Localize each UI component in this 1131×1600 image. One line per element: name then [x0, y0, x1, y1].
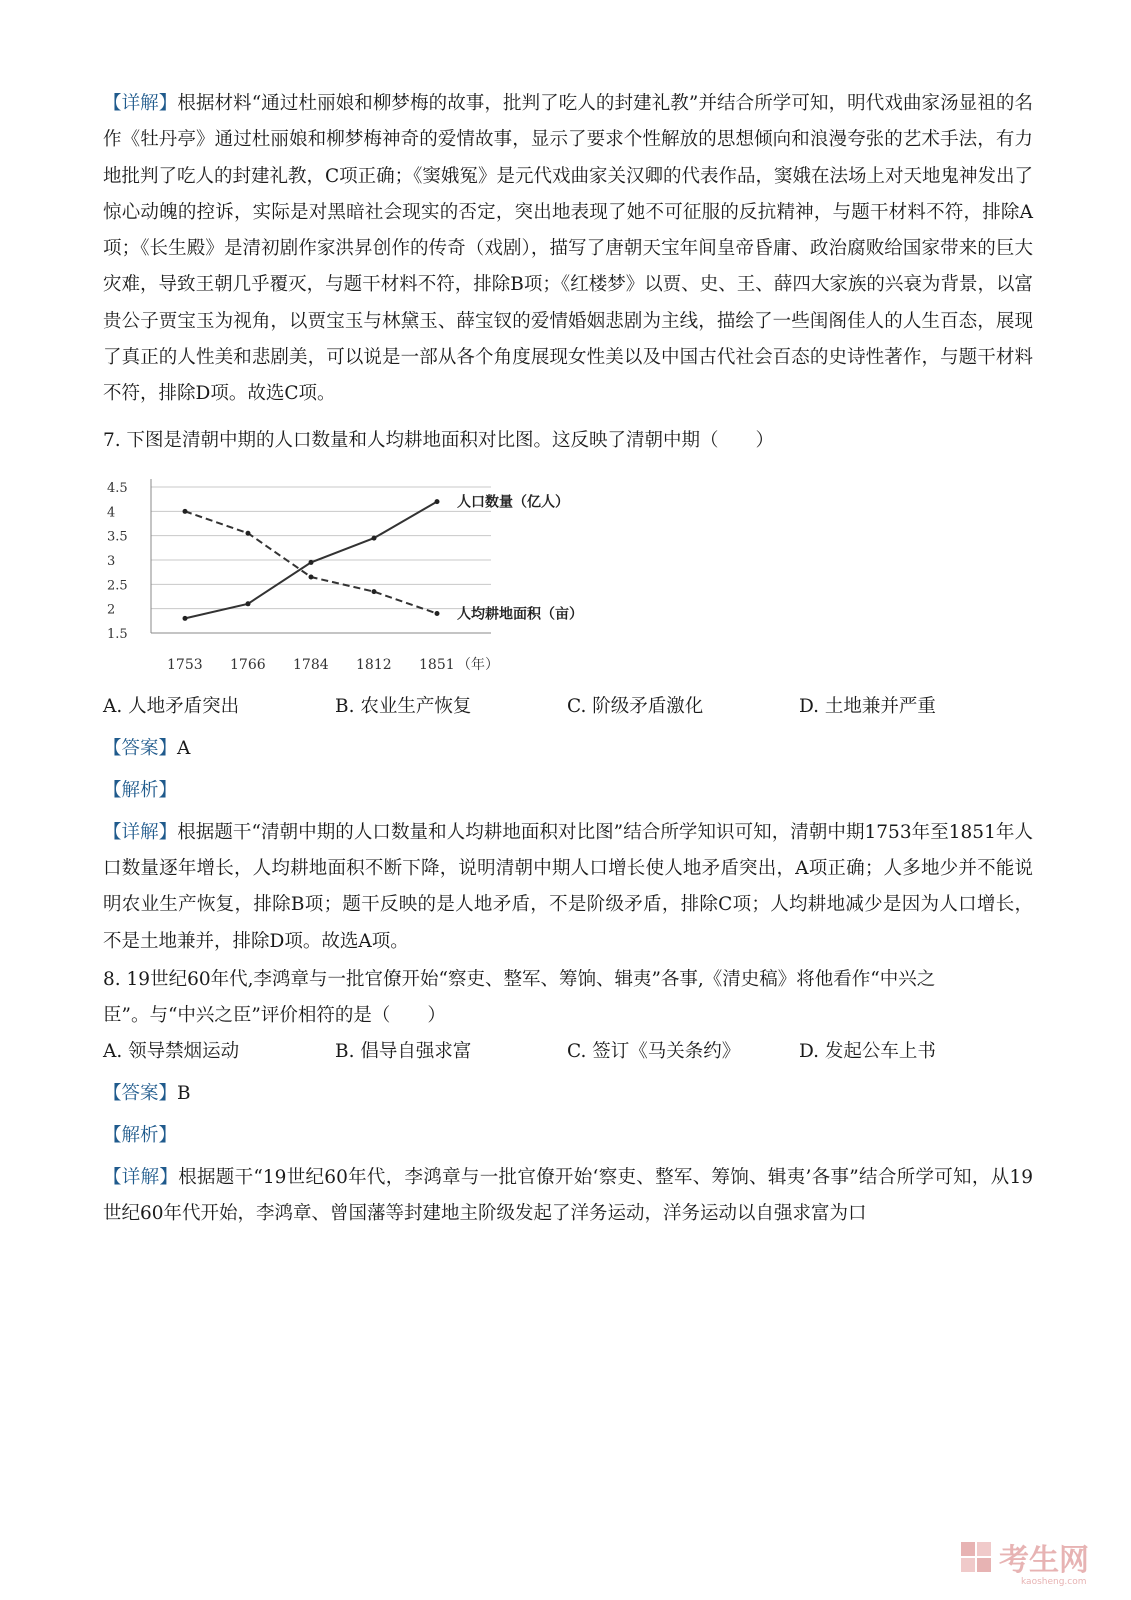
q8-answer: [103, 1076, 1033, 1112]
analysis-tag: 【解析】: [103, 1124, 178, 1146]
series-label: 人均耕地面积（亩）: [457, 606, 583, 623]
series-label: 人口数量（亿人）: [457, 494, 569, 511]
q8-analysis-heading: [103, 1118, 1033, 1154]
q6-detail-text: 根据材料“通过杜丽娘和柳梦梅的故事，批判了吃人的封建礼教”并结合所学可知，明代戏曲家汤显祖的名作《牡丹亭》通过杜丽娘和柳梦梅神奇的爱情故事，显示了要求个性解放的思想倾向和浪漫夸张的艺术手法，有力地批判了吃人的封建礼教，C项正确；《窦娥冤》是元代戏曲家关汉卿的代表作品，窦娥在法场上对天地鬼神发出了惊心动魄的控诉，实际是对黑暗社会现实的否定，突出地表现了她不可征服的反抗精神，与题干材料不符，排除A项；《长生殿》是清初剧作家洪昇创作的传奇（戏剧），描写了唐朝天宝年间皇帝昏庸、政治腐败给国家带来的巨大灾难，导致王朝几乎覆灭，与题干材料不符，排除B项；《红楼梦》以贾、史、王、薛四大家族的兴衰为背景，以富贵公子贾宝玉为视角，以贾宝玉与林黛玉、薛宝钗的爱情婚姻悲剧为主线，描绘了一些闺阁佳人的人生百态，展现了真正的人性美和悲剧美，可以说是一部从各个角度展现女性美以及中国古代社会百态的史诗性著作，与题干材料不符，排除D项。故选C项。: [103, 93, 1033, 405]
data-point: [183, 509, 188, 514]
y-tick-label: 2: [107, 602, 116, 618]
logo-mark-icon: [961, 1542, 991, 1572]
data-point: [435, 499, 440, 504]
data-point: [309, 560, 314, 565]
data-point: [246, 601, 251, 606]
detail-tag: 【详解】: [103, 93, 178, 114]
detail-tag: 【详解】: [103, 1166, 179, 1188]
data-point: [246, 530, 251, 535]
data-point: [372, 589, 377, 594]
q8-option-c[interactable]: C. 签订《马关条约》: [567, 1040, 741, 1062]
data-point: [435, 611, 440, 616]
q7-option-b[interactable]: B. 农业生产恢复: [335, 695, 472, 717]
q7-option-a[interactable]: A. 人地矛盾突出: [103, 695, 240, 717]
q8-options: [103, 1034, 1033, 1070]
q8-answer-value: B: [177, 1082, 191, 1104]
watermark-logo: [959, 1532, 1109, 1592]
detail-tag: 【详解】: [103, 821, 178, 843]
answer-tag: 【答案】: [103, 1082, 178, 1104]
x-axis-unit-label: （年）: [457, 656, 499, 673]
data-point: [309, 574, 314, 579]
q8-stem-line1: 8. 19世纪60年代,李鸿章与一批官僚开始“察吏、整军、筹饷、辑夷”各事,《清史稿》将他看作“中兴之: [103, 968, 936, 990]
q7-stem: 7. 下图是清朝中期的人口数量和人均耕地面积对比图。这反映了清朝中期（ ）: [103, 429, 775, 451]
data-point: [372, 535, 377, 540]
q8-option-d[interactable]: D. 发起公车上书: [799, 1040, 936, 1062]
y-tick-label: 4.5: [107, 480, 128, 496]
x-tick-label: 1851: [419, 656, 455, 673]
data-point: [183, 616, 188, 621]
watermark-sub: kaosheng.com: [1021, 1577, 1087, 1587]
x-tick-label: 1753: [167, 656, 203, 673]
q7-detail-text: 根据题干“清朝中期的人口数量和人均耕地面积对比图”结合所学知识可知，清朝中期1753年至1851年人口数量逐年增长，人均耕地面积不断下降，说明清朝中期人口增长使人地矛盾突出，A项正确；人多地少并不能说明农业生产恢复，排除B项；题干反映的是人地矛盾，不是阶级矛盾，排除C项；人均耕地减少是因为人口增长，不是土地兼并，排除D项。故选A项。: [103, 821, 1033, 952]
q8-option-b[interactable]: B. 倡导自强求富: [335, 1040, 472, 1062]
page-content: [103, 86, 1033, 1232]
y-tick-label: 4: [107, 505, 116, 521]
x-tick-label: 1784: [293, 656, 329, 673]
q8-detail-paragraph: [103, 1160, 1033, 1233]
y-tick-label: 3.5: [107, 529, 128, 545]
y-tick-label: 3: [107, 553, 116, 569]
q7-option-d[interactable]: D. 土地兼并严重: [799, 695, 936, 717]
x-tick-label: 1766: [230, 656, 266, 673]
y-tick-label: 2.5: [107, 578, 128, 594]
y-tick-label: 1.5: [107, 626, 128, 642]
q8-option-a[interactable]: A. 领导禁烟运动: [103, 1040, 240, 1062]
q6-detail-paragraph: [103, 86, 1033, 413]
q7-option-c[interactable]: C. 阶级矛盾激化: [567, 695, 704, 717]
q8-detail-text: 根据题干“19世纪60年代，李鸿章与一批官僚开始‘察吏、整军、筹饷、辑夷’各事”结合所学可知，从19世纪60年代开始，李鸿章、曾国藩等封建地主阶级发起了洋务运动，洋务运动以自强求富为口: [103, 1166, 1033, 1225]
answer-tag: 【答案】: [103, 737, 178, 759]
q7-detail-paragraph: [103, 815, 1033, 960]
q7-analysis-heading: [103, 773, 1033, 809]
chart-svg: [103, 473, 623, 683]
analysis-tag: 【解析】: [103, 779, 178, 801]
q7-options: [103, 689, 1033, 725]
q8-stem-line2: 臣”。与“中兴之臣”评价相符的是（ ）: [103, 1004, 446, 1026]
x-tick-label: 1812: [356, 656, 392, 673]
population-chart: [103, 473, 623, 683]
q7-answer: [103, 731, 1033, 767]
q7-answer-value: A: [177, 737, 191, 759]
watermark-text: 考生网: [999, 1543, 1089, 1578]
